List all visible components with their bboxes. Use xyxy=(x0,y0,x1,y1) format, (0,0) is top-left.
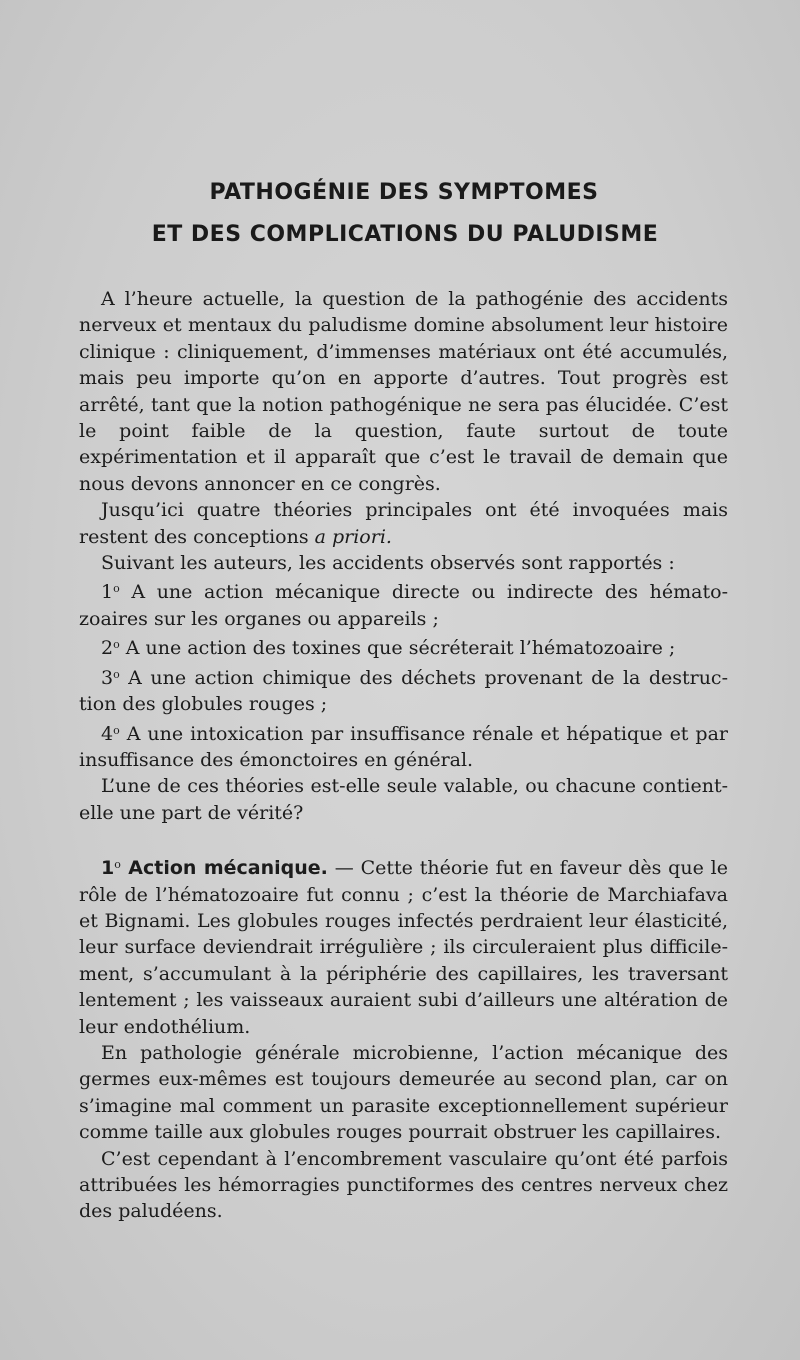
italic-a-priori: a priori. xyxy=(314,525,392,548)
theory-text: A une action des toxines que sécréterait l’hématozoaire ; xyxy=(119,637,676,660)
intro-paragraph-1: A l’heure actuelle, la question de la pathogénie des accidents nerveux et mentaux du paludisme domine absolument leur histoire clinique : cliniquement, d’immenses matériaux ont été accumulés, mais peu importe qu’on en apporte d’autres. Tout progrès est arrêté, tant que la notion pathogénique ne sera pas élucidée. C’est le point faible de la question, faute surtout de toute expérimentation et il apparaît que c’est le travail de demain que nous devons annoncer en ce congrès. xyxy=(79,288,728,495)
theory-number: 1 xyxy=(101,581,114,604)
theory-number: 3 xyxy=(101,666,114,689)
intro-paragraph-2 xyxy=(79,497,728,550)
intro-paragraph-3: Suivant les auteurs, les accidents observés sont rapportés : xyxy=(101,552,675,575)
intro-paragraph-2-text: Jusqu’ici quatre théories principales ont été invoquées mais restent des conceptions xyxy=(79,499,728,548)
theory-text: A une action chimique des déchets provenant de la destruc-tion des globules rouges ; xyxy=(79,666,728,716)
section-1-paragraph-2: En pathologie générale microbienne, l’action mécanique des germes eux-mêmes est toujours demeurée au second plan, car on s’imagine mal comment un parasite exceptionnellement supérieur comme taille aux globules rouges pourrait obstruer les capillaires. xyxy=(79,1041,728,1144)
question-paragraph: L’une de ces théories est-elle seule valable, ou chacune contient-elle une part de vérité? xyxy=(79,775,728,824)
theory-text: A une action mécanique directe ou indirecte des hémato-zoaires sur les organes ou appareils ; xyxy=(79,581,728,630)
theory-item-1 xyxy=(79,576,728,632)
section-1-paragraph-1 xyxy=(79,852,728,1040)
title-line-1: PATHOGÉNIE DES SYMPTOMES xyxy=(209,180,599,205)
theory-number: 4 xyxy=(101,722,114,745)
title-line-2: ET DES COMPLICATIONS DU PALUDISME xyxy=(151,222,659,247)
section-1-text: — Cette théorie fut en faveur dès que le rôle de l’hématozoaire fut connu ; c’est la théorie de Marchiafava et Bignami. Les globules rouges infectés perdraient leur élasticité, leur surface deviendrait irrégulière ; ils circuleraient plus difficile-ment, s’accumulant à la périphérie des capillaires, les traversant lentement ; les vaisseaux auraient subi d’ailleurs une altération de leur endothélium. xyxy=(79,857,728,1038)
theory-item-4 xyxy=(79,718,728,774)
page-title xyxy=(0,176,800,260)
section-1-ordinal: o xyxy=(114,858,121,872)
body-text xyxy=(79,286,728,1225)
theory-ordinal: o xyxy=(113,582,120,596)
theory-item-3 xyxy=(79,662,728,718)
section-1-number: 1 xyxy=(101,857,115,880)
theory-ordinal: o xyxy=(113,667,120,681)
theory-ordinal: o xyxy=(113,638,120,652)
section-1-paragraph-3: C’est cependant à l’encombrement vasculaire qu’ont été parfois attribuées les hémorragies punctiformes des centres nerveux chez des paludéens. xyxy=(79,1147,728,1223)
section-1-heading: Action mécanique. xyxy=(120,857,328,880)
theory-text: A une intoxication par insuffisance rénale et hépatique et par insuffisance des émonctoires en général. xyxy=(79,722,728,771)
theory-ordinal: o xyxy=(113,723,120,737)
theory-item-2 xyxy=(79,632,728,661)
theory-number: 2 xyxy=(101,637,114,660)
